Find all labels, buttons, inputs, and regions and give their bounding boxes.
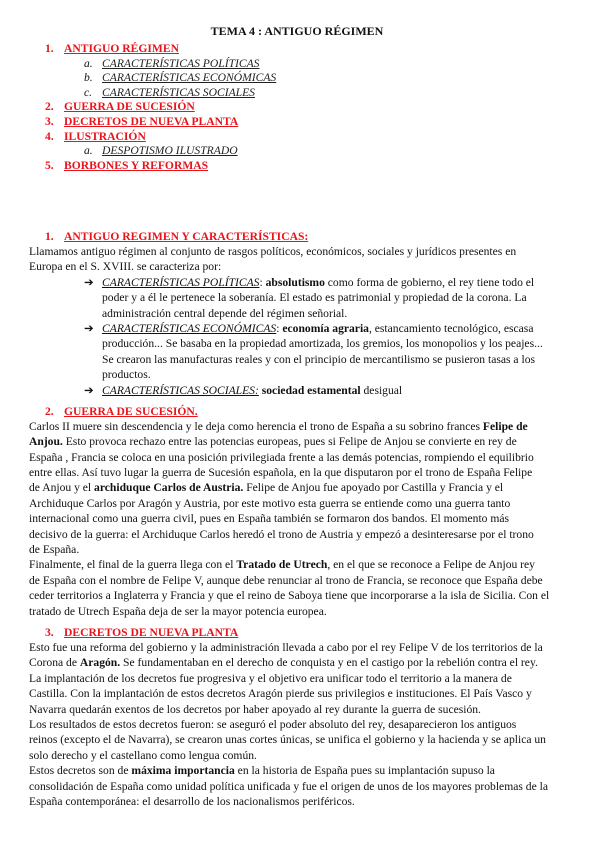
text-line: [0, 480, 600, 495]
text-line: [0, 383, 600, 398]
text-line: [0, 450, 600, 465]
text: poder y a él le pertenece la soberanía. El estado es patrimonial y propiedad de la corona. La: [102, 291, 527, 305]
section-decretos-nueva-planta: [0, 625, 600, 809]
text: entre ellas. Así tuvo lugar la guerra de Sucesión española, en la que disputaron por el trono de España Felipe: [29, 466, 533, 480]
toc-item: [0, 99, 195, 114]
text: :: [259, 275, 266, 289]
text: Estos decretos son de: [29, 764, 132, 778]
text: de España con el nombre de Felipe V, aunque debe renunciar al trono de Francia, se reconoce que España debe: [29, 573, 543, 587]
text: solo derecho y el castellano como lengua común.: [29, 748, 257, 762]
text: en la historia de España pues su implantación supuso la: [234, 764, 495, 778]
text-line: [0, 640, 600, 655]
text: Carlos II muere sin descendencia y le deja como herencia el trono de España a su sobrino frances: [29, 419, 483, 433]
bold-text: absolutismo: [265, 275, 325, 289]
text-line: [0, 367, 600, 382]
text: Felipe de Anjou fue apoyado por Castilla y Francia y el: [243, 481, 504, 495]
text: Esto provoca rechazo entre las potencias europeas, pues si Felipe de Anjou se convierte en rey de: [62, 435, 517, 449]
toc-item: [0, 56, 259, 71]
toc-item: [0, 143, 238, 158]
toc-item-label: GUERRA DE SUCESIÓN: [64, 100, 195, 114]
section-number: 3.: [45, 625, 54, 639]
toc-item-label: BORBONES Y REFORMAS: [64, 158, 209, 172]
toc-item-label: CARACTERÍSTICAS ECONÓMICAS: [102, 71, 277, 85]
text: España , Francia se coloca en una posición privilegiada frente a las demás potencias, rompiendo el equilibrio: [29, 450, 534, 464]
text-line: [0, 352, 600, 367]
text-line: [0, 588, 600, 603]
section-number: 1.: [45, 230, 54, 243]
document-title: TEMA 4 : ANTIGUO RÉGIMEN: [210, 24, 384, 38]
arrow-bullet-icon: ➔: [84, 275, 94, 289]
text: , en el que se reconoce a Felipe de Anjou rey: [327, 558, 535, 572]
text-line: [0, 794, 600, 809]
text: de España.: [29, 543, 80, 557]
text-line: [0, 290, 600, 305]
text: Finalmente, el final de la guerra llega con el: [29, 558, 237, 572]
text-line: [0, 336, 600, 351]
toc-item-number: c.: [84, 85, 93, 99]
text-line: [0, 259, 600, 274]
text-line: [0, 717, 600, 732]
toc-item-label: CARACTERÍSTICAS SOCIALES: [102, 85, 255, 99]
toc-item: [0, 158, 208, 173]
bold-text: Tratado de Utrech: [236, 558, 328, 572]
text: Los resultados de estos decretos fueron: se aseguró el poder absoluto del rey, desaparecieron los antiguos: [29, 717, 517, 731]
text: consolidación de España como unidad política unificada y fue el origen de unos de los mayores problemas de la: [29, 779, 548, 793]
toc-item-label: ANTIGUO RÉGIMEN: [64, 42, 179, 55]
text-line: [0, 573, 600, 588]
text: tratado de Utrech España deja de ser la mayor potencia europea.: [29, 604, 327, 618]
text-line: [0, 244, 600, 259]
text-line: [0, 542, 600, 557]
text: Archiduque Carlos por Aragón y Austria, por este motivo esta guerra se entiende como una guerra tanto: [29, 496, 511, 510]
toc-item-number: 3.: [45, 115, 54, 128]
section-heading: [0, 404, 600, 419]
text-line: [0, 686, 600, 701]
text: administración central depende del régimen señorial.: [102, 306, 348, 320]
text: La implantación de los decretos fue progresiva y el objetivo era unificar todo el territorio a la manera de: [29, 671, 512, 685]
text-line: [0, 434, 600, 449]
toc-item-label: ILUSTRACIÓN: [64, 129, 146, 143]
section-number: 2.: [45, 404, 54, 418]
arrow-bullet-icon: ➔: [84, 383, 94, 397]
text: como forma de gobierno, el rey tiene todo el: [324, 275, 535, 289]
bold-text: sociedad estamental: [261, 383, 361, 397]
text: Esto fue una reforma del gobierno y la administración llevada a cabo por el rey Felipe V de los territorios de la: [29, 640, 543, 654]
text: internacional como una guerra civil, pues en España también se formaron dos bandos. El momento más: [29, 512, 510, 526]
text-line: [0, 465, 600, 480]
subheading-text: CARACTERÍSTICAS SOCIALES:: [102, 383, 259, 397]
bold-text: máxima importancia: [131, 764, 235, 778]
text: productos.: [102, 368, 151, 382]
bold-text: archiduque Carlos de Austria.: [94, 481, 244, 495]
subheading-text: CARACTERÍSTICAS ECONÓMICAS: [102, 321, 277, 335]
section-heading-text: DECRETOS DE NUEVA PLANTA: [64, 625, 239, 639]
toc-item: [0, 41, 179, 56]
text: Se fundamentaban en el derecho de conquista y en el castigo por la rebelión contra el rey.: [120, 656, 538, 670]
toc-item-number: 1.: [45, 42, 54, 55]
section-heading-text: ANTIGUO REGIMEN Y CARACTERÍSTICAS:: [64, 230, 309, 243]
text: Europa en el S. XVIII. se caracteriza por:: [29, 260, 222, 274]
text: España contemporánea: el desarrollo de los nacionalismos periféricos.: [29, 794, 355, 808]
toc-item-number: b.: [84, 71, 93, 85]
text: reinos (excepto el de Navarra), se crearon unas cortes únicas, se unifica el gobierno y la hacienda y se aplica un: [29, 733, 546, 747]
text: :: [276, 321, 283, 335]
text: de Anjou y el: [29, 481, 95, 495]
text-line: [0, 748, 600, 763]
section-guerra-sucesion: [0, 404, 600, 619]
toc-item: [0, 129, 146, 144]
text-line: [0, 732, 600, 747]
text-line: [0, 779, 600, 794]
text-line: [0, 321, 600, 336]
toc-item-label: CARACTERÍSTICAS POLÍTICAS: [102, 56, 260, 70]
toc-item: [0, 114, 238, 129]
text: , estancamiento tecnológico, escasa: [368, 321, 534, 335]
text: Corona de: [29, 656, 80, 670]
text: producción... Se basaba en la propiedad amortizada, los gremios, los monopolios y los peajes...: [102, 337, 543, 351]
text-line: [0, 702, 600, 717]
toc-item-number: a.: [84, 56, 93, 70]
text-line: [0, 275, 600, 290]
toc-item: [0, 70, 276, 85]
arrow-bullet-icon: ➔: [84, 321, 94, 335]
text: decisivo de la guerra: el Archiduque Carlos heredó el trono de Austria y empezó a desinteresarse por el trono: [29, 527, 534, 541]
section-heading: [0, 229, 600, 244]
text-line: [0, 496, 600, 511]
bold-text: Aragón.: [79, 656, 121, 670]
text-line: [0, 557, 600, 572]
text-line: [0, 419, 600, 434]
toc-item-label: DESPOTISMO ILUSTRADO: [102, 144, 238, 158]
text-line: [0, 306, 600, 321]
text: Navarra quedarán exentos de los decretos por haber apoyado al rey durante la guerra de sucesión.: [29, 702, 481, 716]
text: Se crearon las manufacturas reales y con el principio de mercantilismo se pusieron tasas a los: [102, 352, 536, 366]
toc-item-number: 2.: [45, 100, 54, 114]
text-line: [0, 763, 600, 778]
toc-item-number: a.: [84, 144, 93, 158]
text-line: [0, 655, 600, 670]
document-body: [0, 229, 600, 809]
toc-item-label: DECRETOS DE NUEVA PLANTA: [64, 115, 239, 128]
toc-item-number: 4.: [45, 129, 54, 143]
section-heading: [0, 625, 600, 640]
bold-text: economía agraria: [282, 321, 369, 335]
toc-item-number: 5.: [45, 158, 54, 172]
section-heading-text: GUERRA DE SUCESIÓN.: [64, 404, 198, 418]
subheading-text: CARACTERÍSTICAS POLÍTICAS: [102, 275, 260, 289]
section-antiguo-regimen: [0, 229, 600, 398]
toc-item: [0, 85, 255, 100]
text: ceder territorios a Inglaterra y Francia y que el reino de Saboya tiene que incorporarse a la isla de Sicilia. Con el: [29, 589, 550, 603]
text-line: [0, 604, 600, 619]
text-line: [0, 511, 600, 526]
bold-text: Anjou.: [29, 435, 63, 449]
text-line: [0, 671, 600, 686]
text: Castilla. Con la implantación de estos decretos Aragón pierde sus privilegios e instituciones. El País Vasco y: [29, 687, 532, 701]
text-line: [0, 527, 600, 542]
bold-text: Felipe de: [482, 419, 528, 433]
text: Llamamos antiguo régimen al conjunto de rasgos políticos, económicos, sociales y jurídicos presentes en: [29, 245, 517, 258]
text: desigual: [360, 383, 403, 397]
